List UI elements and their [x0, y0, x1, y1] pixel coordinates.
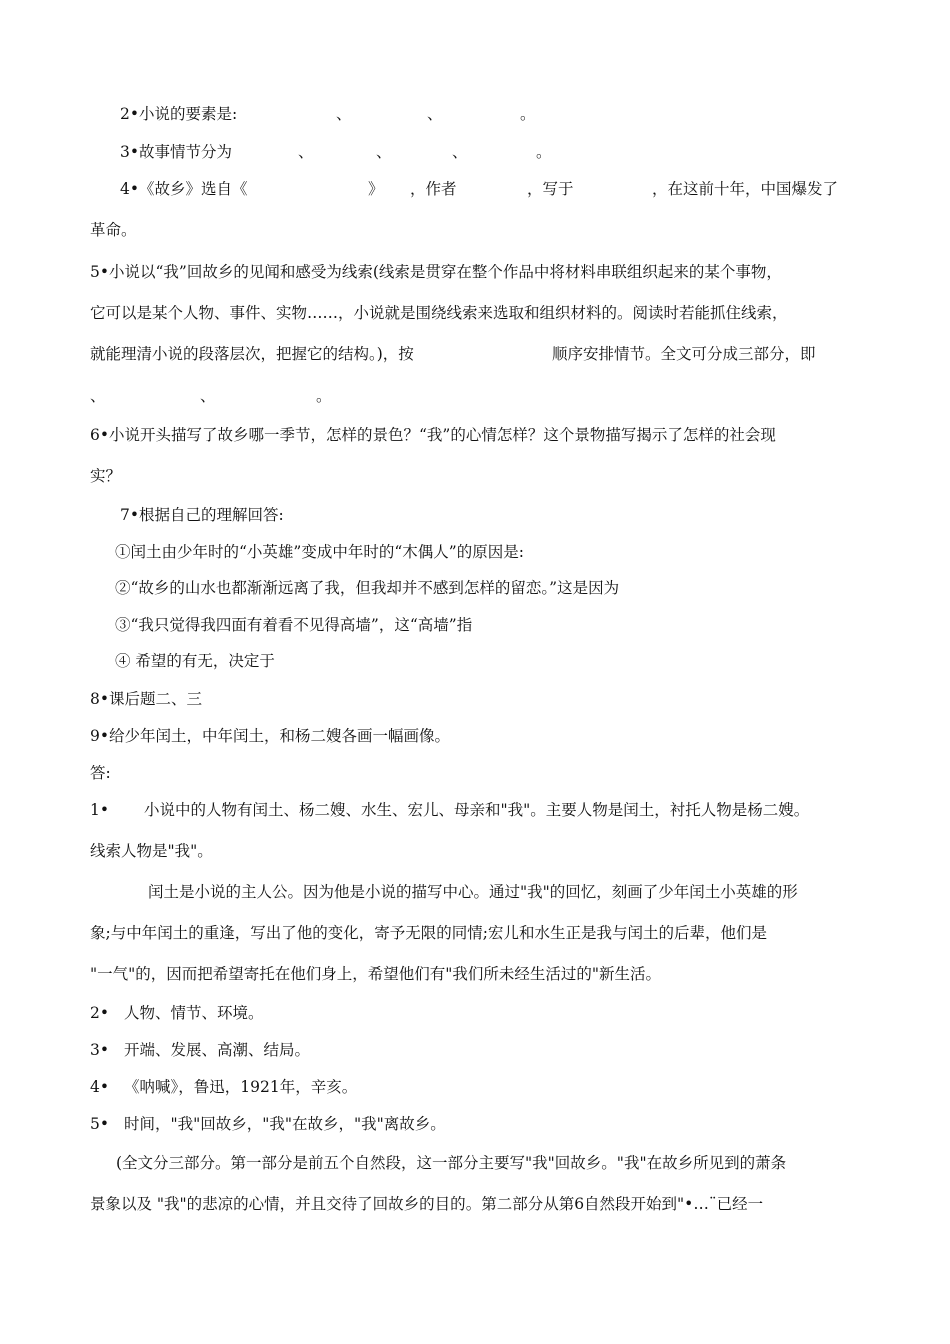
answer-4-number: 4•	[90, 1078, 110, 1096]
answer-5-paragraph-line-1: (全文分三部分。第一部分是前五个自然段，这一部分主要写"我"回故乡。"我"在故乡所见到的萧条	[116, 1154, 787, 1172]
answer-1-line-1	[0, 800, 950, 820]
question-3-line	[0, 142, 950, 162]
answer-2-number: 2•	[90, 1004, 110, 1022]
question-7-title: 7•根据自己的理解回答:	[120, 506, 284, 524]
question-7-item-2: ②“故乡的山水也都渐渐远离了我，但我却并不感到怎样的留恋。”这是因为	[115, 579, 620, 597]
question-8: 8•课后题二、三	[90, 690, 203, 708]
answers-label: 答:	[90, 764, 111, 782]
blank-end: 。	[536, 143, 552, 161]
blank-separator: 、	[200, 387, 216, 405]
blank-separator: 、	[298, 143, 314, 161]
answer-1-paragraph-2-line-3: "一气"的，因而把希望寄托在他们身上，希望他们有"我们所未经生活过的"新生活。	[90, 965, 662, 983]
answer-1-paragraph-2-line-1: 闰土是小说的主人公。因为他是小说的描写中心。通过"我"的回忆，刻画了少年闰土小英雄的形	[148, 883, 798, 901]
question-9: 9•给少年闰土，中年闰土，和杨二嫂各画一幅画像。	[90, 727, 451, 745]
question-4-part-b: 》	[368, 180, 384, 198]
answer-5-number: 5•	[90, 1115, 110, 1133]
question-4-part-c: ，作者	[410, 180, 457, 198]
answer-3-number: 3•	[90, 1041, 110, 1059]
question-5-line-4	[0, 386, 950, 406]
answer-1-text: 小说中的人物有闰土、杨二嫂、水生、宏儿、母亲和"我"。主要人物是闰土，衬托人物是杨二嫂。	[144, 801, 810, 819]
answer-5	[0, 1114, 950, 1134]
question-5-line-3-b: 顺序安排情节。全文可分成三部分，即	[552, 345, 816, 363]
question-5-line-2: 它可以是某个人物、事件、实物……，小说就是围绕线索来选取和组织材料的。阅读时若能抓住线索，	[90, 304, 788, 322]
question-7-item-1: ①闰土由少年时的“小英雄”变成中年时的“木偶人”的原因是:	[115, 543, 524, 561]
question-2-line	[0, 104, 950, 124]
question-5-line-3-a: 就能理清小说的段落层次，把握它的结构。)，按	[90, 345, 414, 363]
question-4-part-a: 4•《故乡》选自《	[120, 180, 248, 198]
question-5-line-1: 5•小说以“我”回故乡的见闻和感受为线索(线索是贯穿在整个作品中将材料串联组织起来的某个事物，	[90, 263, 782, 281]
question-4-continuation: 革命。	[90, 221, 137, 239]
answer-4	[0, 1077, 950, 1097]
blank-separator: 、	[376, 143, 392, 161]
blank-separator: 、	[90, 387, 106, 405]
answer-2	[0, 1003, 950, 1023]
question-6-line-1: 6•小说开头描写了故乡哪一季节，怎样的景色？“我”的心情怎样？这个景物描写揭示了怎样的社会现	[90, 426, 776, 444]
answer-1-line-2: 线索人物是"我"。	[90, 842, 213, 860]
answer-1-number: 1•	[90, 801, 110, 819]
answer-5-text: 时间，"我"回故乡，"我"在故乡，"我"离故乡。	[124, 1115, 446, 1133]
blank-end: 。	[520, 105, 536, 123]
question-2-text: 2•小说的要素是:	[120, 105, 238, 123]
answer-3	[0, 1040, 950, 1060]
question-4-part-e: ，在这前十年，中国爆发了	[652, 180, 839, 198]
blank-end: 。	[316, 387, 332, 405]
answer-2-text: 人物、情节、环境。	[124, 1004, 264, 1022]
question-7-item-4: ④ 希望的有无，决定于	[115, 652, 275, 670]
answer-5-paragraph-line-2: 景象以及 "我"的悲凉的心情，并且交待了回故乡的目的。第二部分从第6自然段开始到"•…¨已经一	[90, 1195, 764, 1213]
answer-3-text: 开端、发展、高潮、结局。	[124, 1041, 311, 1059]
question-4-part-d: ，写于	[527, 180, 574, 198]
blank-separator: 、	[427, 105, 443, 123]
blank-separator: 、	[452, 143, 468, 161]
answer-4-text: 《呐喊》，鲁迅，1921年，辛亥。	[124, 1078, 358, 1096]
question-5-line-3	[0, 344, 950, 364]
question-4-line	[0, 179, 950, 199]
question-3-text: 3•故事情节分为	[120, 143, 233, 161]
answer-1-paragraph-2-line-2: 象;与中年闰土的重逢，写出了他的变化，寄予无限的同情;宏儿和水生正是我与闰土的后辈，他们是	[90, 924, 767, 942]
question-6-line-2: 实？	[90, 467, 122, 485]
question-7-item-3: ③“我只觉得我四面有着看不见得高墙”，这“高墙”指	[115, 616, 473, 634]
blank-separator: 、	[336, 105, 352, 123]
